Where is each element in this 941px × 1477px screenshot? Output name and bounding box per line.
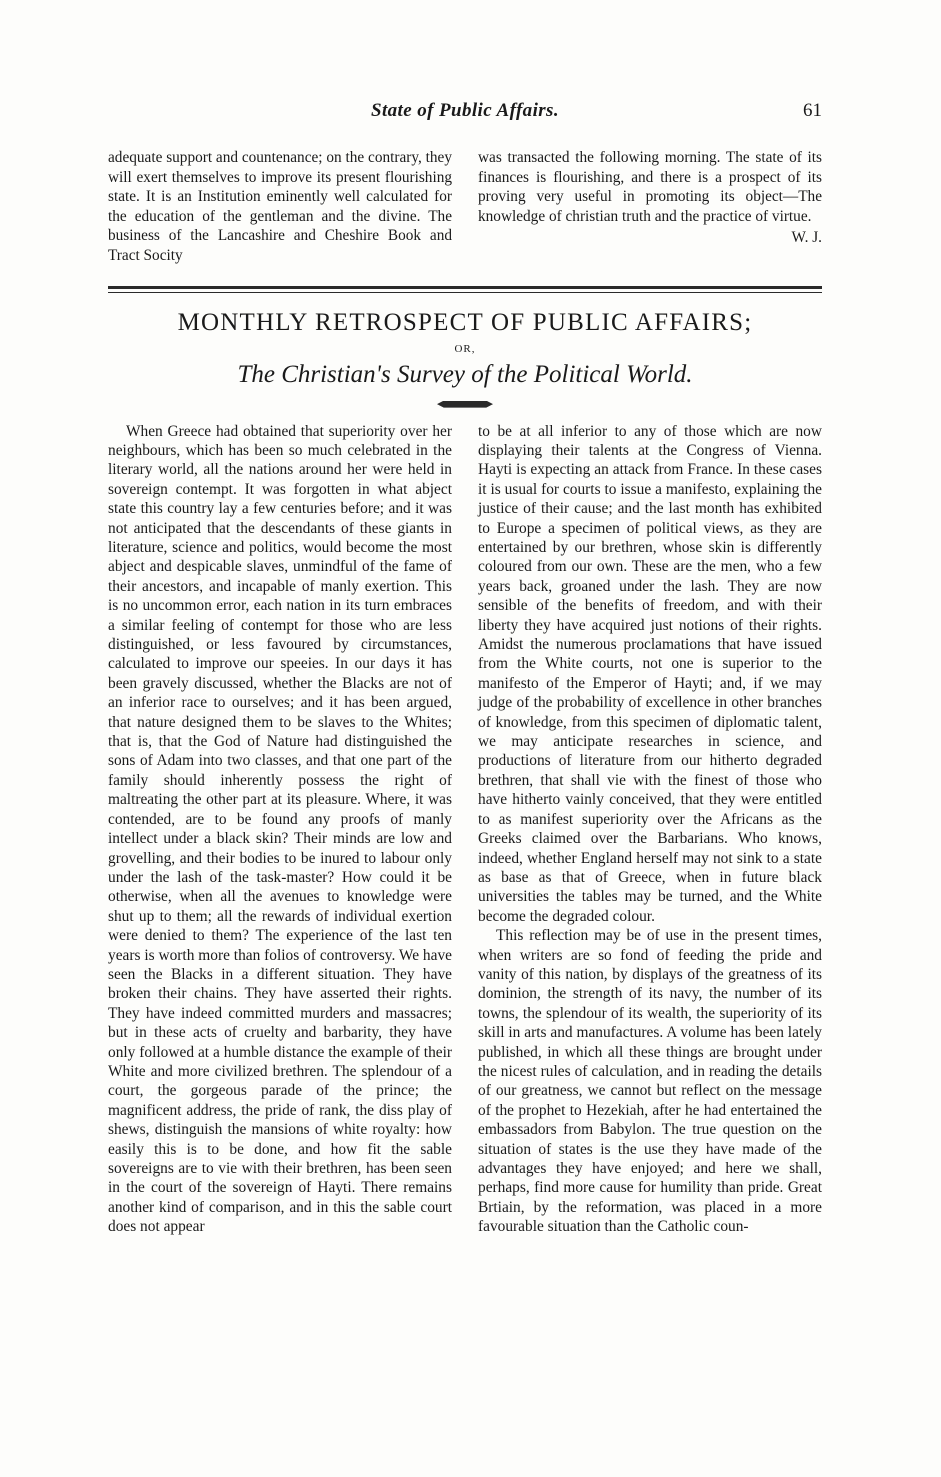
section-divider — [108, 286, 822, 293]
divider-thick-rule — [108, 286, 822, 289]
top-left-paragraph: adequate support and countenance; on the contrary, they will exert themselves to improve its present flourishing state. It is an Institution eminently well calculated for the education of the gentleman and the divine. The business of the Lancashire and Cheshire Book and Tract Socity — [108, 149, 452, 264]
ornament-divider-icon — [437, 401, 493, 408]
top-right-paragraph: was transacted the following morning. The state of its finances is flourishing, and there is a prospect of its proving very useful in promoting its object—The knowledge of christian truth and the practice of virtue. — [478, 149, 822, 225]
article-subtitle: The Christian's Survey of the Political World. — [237, 360, 693, 388]
top-continuation-columns — [108, 148, 822, 266]
article-right-paragraph-1: to be at all inferior to any of those which are now displaying their talents at the Congress of Vienna. Hayti is expecting an attack from France. In these cases it is usual for courts to issue a manifesto, explaining the justice of their cause; and the last month has exhibited to Europe a specimen of political views, as they are entertained by our brethren, whose skin is differently coloured from our own. These are the men, who a few years back, groaned under the lash. They are now sensible of the benefits of freedom, and with their liberty they have acquired just notions of their rights. Amidst the numerous proclamations that have issued from the White courts, not one is superior to the manifesto of the Emperor of Hayti; and, if we may judge of the probability of excellence in other branches of knowledge, from this specimen of diplomatic talent, we may anticipate researches in science, and productions of literature from our hitherto degraded brethren, that shall vie with the finest of those who have hitherto vainly conceived, that they were entitled to as manifest superiority over the Africans as the Greeks claimed over the Barbarians. Who knows, indeed, whether England herself may not sink to a state as base as that of Greece, when in future black universities the tables may be turned, and the White become the degraded colour. — [478, 422, 822, 925]
article-left-paragraph: When Greece had obtained that superiority over her neighbours, which has been so much celebrated in the literary world, all the nations around her were held in sovereign contempt. It was forgotten in what abject state this country lay a few centuries before; and it was not anticipated that the descendants of these giants in literature, science and politics, would become the most abject and despicable slaves, unmindful of the fame of their ancestors, and incapable of manly exertion. This is no uncommon error, each nation in its turn embraces a similar feeling of contempt for those who are less distinguished, or less favoured by circumstances, calculated to improve our speeies. In our days it has been gravely discussed, whether the Blacks are not of an inferior race to ourselves; and it has been argued, that nature designed them to be slaves to the Whites; that is, that the God of Nature had distinguished the sons of Adam into two classes, and that one part of the family should inherently possess the right of maltreating the other part at its pleasure. Where, it was contended, are to be found any proofs of manly intellect under a black skin? Their minds are low and grovelling, and their bodies to be inured to labour only under the lash of the task-master? How could it be otherwise, when all the avenues to knowledge were shut up to them; all the rewards of individual exertion were denied to them? The experience of the last ten years is worth more than folios of controversy. We have seen the Blacks in a different situation. They have broken their chains. They have asserted their rights. They have indeed committed murders and massacres; but in these acts of cruelty and barbarity, they have only followed at a humble distance the example of their White and more civilized brethren. The splendour of a court, the gorgeous parade of the prince; the magnificent address, the pride of rank, the diss play of shews, distinguish the mansions of white royalty: how easily this is to be done, and how fit the sable sovereigns are to vie with their brethren, has been seen in the court of the sovereign of Hayti. There remains another kind of comparison, and in this the sable court does not appear — [108, 422, 452, 1236]
article-title: MONTHLY RETROSPECT OF PUBLIC AFFAIRS; — [177, 308, 753, 336]
article-body-columns — [108, 422, 822, 1237]
article-left-column — [108, 422, 452, 1237]
article-or-label: OR, — [454, 342, 476, 355]
divider-thin-rule — [108, 292, 822, 293]
top-right-column — [478, 148, 822, 266]
running-title: State of Public Affairs. — [371, 100, 559, 121]
signature: W. J. — [791, 229, 822, 247]
article-right-paragraph-2: This reflection may be of use in the present times, when writers are so fond of feeding the pride and vanity of this nation, by displays of the greatness of its dominion, the strength of its navy, the number of its towns, the splendour of its wealth, the superiority of its skill in arts and manufactures. A volume has been lately published, in which all these things are brought under the nicest rules of calculation, and in reading the details of our greatness, we cannot but reflect on the message of the prophet to Hezekiah, after he had entertained the embassadors from Babylon. The true question on the situation of states is the use they have made of the advantages they have enjoyed; and here we shall, perhaps, find more cause for humility than pride. Great Brtiain, by the reformation, was placed in a more favourable situation than the Catholic coun- — [478, 927, 822, 1236]
article-right-column — [478, 422, 822, 1237]
running-head — [108, 96, 822, 130]
page-number: 61 — [803, 100, 822, 121]
top-left-column — [108, 148, 452, 266]
page-content — [108, 96, 822, 1237]
